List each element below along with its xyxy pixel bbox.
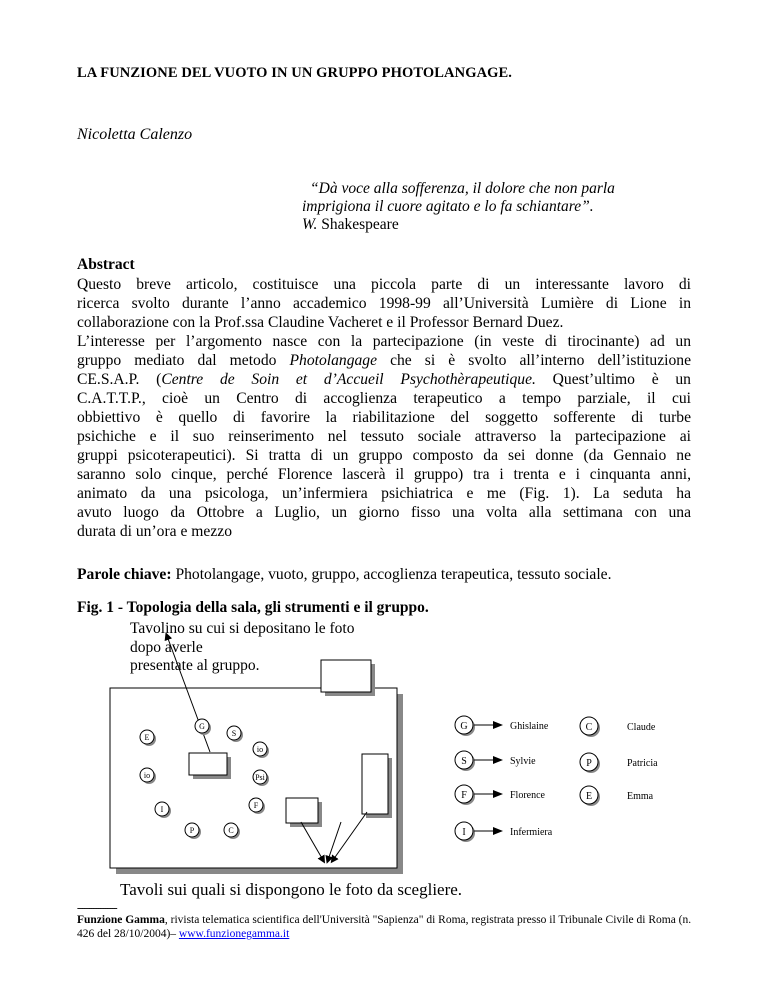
footer-text: , rivista telematica scientifica dell'Università "Sapienza" di Roma, registrata presso il Tribunale Civile di Roma (n. 426 del 28/10/2004)– — [77, 914, 692, 940]
marker-label: F — [253, 801, 259, 810]
author-name: Nicoletta Calenzo — [77, 126, 193, 143]
marker-label: I — [160, 805, 164, 814]
figure-title: Fig. 1 - Topologia della sala, gli strumenti e il gruppo. — [77, 599, 429, 616]
legend-name: Claude — [627, 722, 656, 733]
legend-name: Emma — [627, 791, 654, 802]
legend-item-p — [580, 753, 658, 773]
legend-name: Infermiera — [510, 827, 553, 838]
abstract-line: L’interesse per l’argomento nasce con la partecipazione (in veste di tirocinante) ad un — [77, 333, 691, 350]
abstract-line: gruppi psicoterapeutici). Si tratta di un gruppo composto da sei donne (da Gennaio ne — [77, 447, 691, 464]
abstract-line: durata di un’ora e mezzo — [77, 523, 232, 540]
caption-line: Tavolino su cui si depositano le foto — [130, 620, 355, 637]
legend-item-i — [455, 822, 553, 842]
marker-label: io — [256, 745, 264, 754]
legend-item-c — [580, 717, 656, 737]
attribution-initial: W. — [302, 216, 318, 233]
legend-item-f — [455, 785, 546, 805]
legend-item-g — [455, 716, 549, 736]
quote-line-1: “Dà voce alla sofferenza, il dolore che non parla — [310, 180, 615, 197]
abstract-line: CE.S.A.P. (Centre de Soin et d’Accueil Psychothèrapeutique. Quest’ultimo è un — [77, 371, 691, 388]
marker-label: G — [199, 722, 205, 731]
keywords-label: Parole chiave: — [77, 566, 172, 583]
abstract-heading: Abstract — [77, 256, 135, 273]
footer-note — [77, 913, 697, 941]
caption-line: presentate al gruppo. — [130, 657, 260, 674]
marker-label: Psi — [255, 773, 265, 782]
journal-name: Funzione Gamma — [77, 914, 165, 926]
abstract-line: psichiche e il suo reinserimento nel tessuto sociale attraverso la partecipazione ai — [77, 428, 691, 445]
abstract-line: C.A.T.T.P., cioè un Centro di accoglienza terapeutico a tempo parziale, il cui — [77, 390, 691, 407]
legend-name: Patricia — [627, 758, 658, 769]
legend-key: E — [585, 791, 593, 802]
legend-key: F — [461, 790, 467, 801]
journal-link[interactable]: www.funzionegamma.it — [178, 928, 290, 940]
abstract-line: avuto luogo da Ottobre a Luglio, un giorno fisso una volta alla settimana con una — [77, 504, 691, 521]
abstract-line: gruppo mediato dal metodo Photolangage che si è svolto all’interno dell’istituzione — [77, 352, 692, 369]
article-title: LA FUNZIONE DEL VUOTO IN UN GRUPPO PHOTOLANGAGE. — [77, 65, 513, 81]
participant-legend — [455, 716, 658, 842]
abstract-line: Questo breve articolo, costituisce una piccola parte di un interessante lavoro di — [77, 276, 691, 293]
abstract-line: saranno solo cinque, perché Florence lascerà il gruppo) tra i trenta e i cinquanta anni, — [77, 466, 691, 483]
attribution-name: Shakespeare — [317, 216, 399, 233]
caption-line: dopo averle — [130, 638, 203, 656]
legend-name: Ghislaine — [510, 721, 549, 732]
abstract-line: ricerca svolto durante l’anno accademico 1998-99 all’Università Lumière di Lione in — [77, 295, 691, 312]
tables-caption: Tavoli sui quali si dispongono le foto da scegliere. — [120, 880, 463, 899]
legend-key: I — [462, 827, 466, 838]
quote-line-2: imprigiona il cuore agitato e lo fa schiantare”. — [302, 198, 594, 215]
legend-item-s — [455, 751, 536, 771]
legend-key: C — [585, 722, 593, 733]
footnote-rule: ----------------- — [77, 903, 117, 914]
marker-label: P — [189, 826, 195, 835]
keywords-text: Photolangage, vuoto, gruppo, accoglienza terapeutica, tessuto sociale. — [171, 566, 612, 583]
legend-key: G — [460, 721, 468, 732]
legend-item-e — [580, 786, 654, 806]
legend-name: Florence — [510, 790, 545, 801]
marker-label: io — [143, 771, 151, 780]
legend-key: S — [461, 756, 467, 767]
abstract-line: animato da una psicologa, un’infermiera psichiatrica e me (Fig. 1). La seduta ha — [77, 485, 691, 502]
marker-label: E — [144, 733, 150, 742]
abstract-line: collaborazione con la Prof.ssa Claudine Vacheret e il Professor Bernard Duez. — [77, 314, 564, 331]
marker-label: S — [231, 729, 237, 738]
legend-name: Sylvie — [510, 756, 536, 767]
legend-key: P — [586, 758, 592, 769]
marker-label: C — [228, 826, 234, 835]
abstract-line: obbiettivo è quello di favorire la riabilitazione del soggetto sofferente di turbe — [77, 409, 691, 426]
